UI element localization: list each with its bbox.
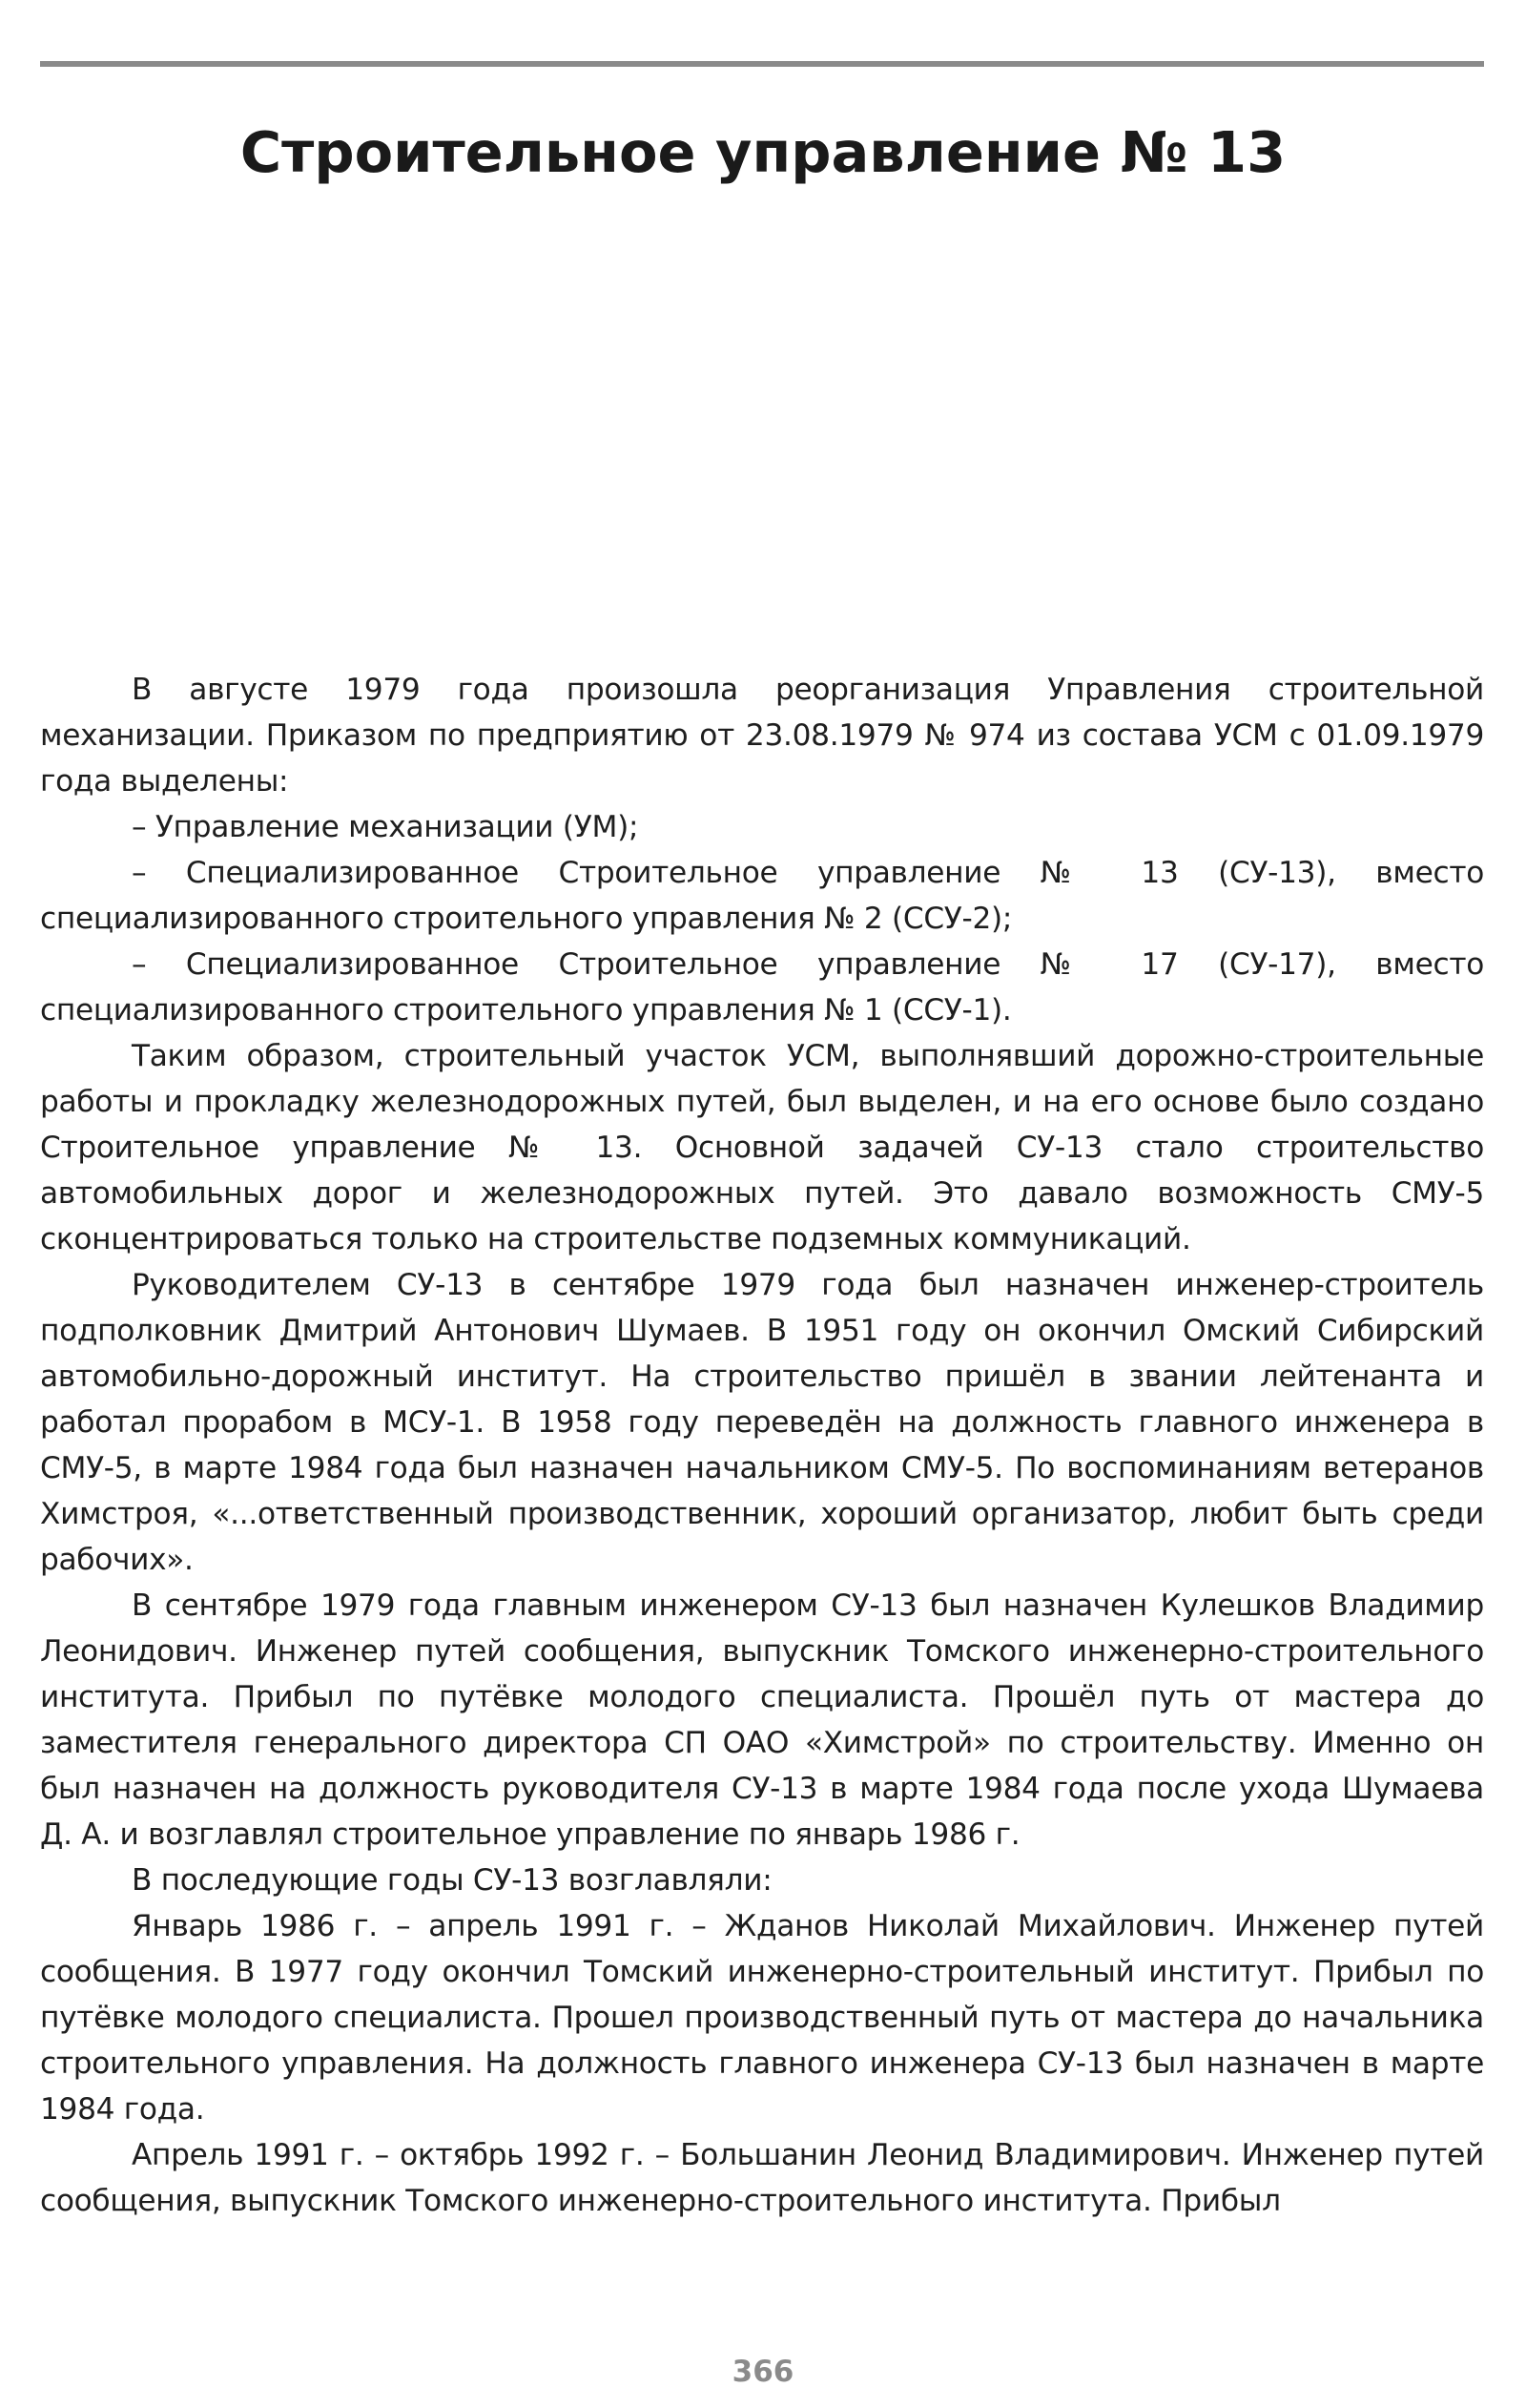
list-item: – Специализированное Строительное управление № 13 (СУ-13), вместо специализированного строительного управления № 2 (ССУ-2); bbox=[40, 856, 1484, 936]
page-title: Строительное управление № 13 bbox=[239, 119, 1287, 185]
paragraph: В августе 1979 года произошла реорганизация Управления строительной механизации. Приказом по предприятию от 23.08.1979 № 974 из состава УСМ с 01.09.1979 года выделены: bbox=[40, 673, 1484, 799]
list-item: – Специализированное Строительное управление № 17 (СУ-17), вместо специализированного строительного управления № 1 (ССУ-1). bbox=[40, 947, 1484, 1028]
paragraph: Руководителем СУ-13 в сентябре 1979 года был назначен инженер-строитель подполковник Дмитрий Антонович Шумаев. В 1951 году он окончил Омский Сибирский автомобильно-дорожный институт. На строительство пришёл в звании лейтенанта и работал прорабом в МСУ-1. В 1958 году переведён на должность главного инженера в СМУ-5, в марте 1984 года был назначен начальником СМУ-5. По воспоминаниям ветеранов Химстроя, «...ответственный производственник, хороший организатор, любит быть среди рабочих». bbox=[40, 1268, 1484, 1577]
page-number: 366 bbox=[732, 2355, 794, 2389]
article-body bbox=[40, 667, 1484, 2224]
paragraph: Январь 1986 г. – апрель 1991 г. – Жданов Николай Михайлович. Инженер путей сообщения. В 1977 году окончил Томский инженерно-строительный институт. Прибыл по путёвке молодого специалиста. Прошел производственный путь от мастера до начальника строительного управления. На должность главного инженера СУ-13 был назначен в марте 1984 года. bbox=[40, 1909, 1484, 2127]
paragraph: В сентябре 1979 года главным инженером СУ-13 был назначен Кулешков Владимир Леонидович. Инженер путей сообщения, выпускник Томского инженерно-строительного института. Прибыл по путёвке молодого специалиста. Прошёл путь от мастера до заместителя генерального директора СП ОАО «Химстрой» по строительству. Именно он был назначен на должность руководителя СУ-13 в марте 1984 года после ухода Шумаева Д. А. и возглавлял строительное управление по январь 1986 г. bbox=[40, 1588, 1484, 1852]
paragraph: В последующие годы СУ-13 возглавляли: bbox=[132, 1863, 773, 1898]
top-divider-rule bbox=[40, 61, 1484, 67]
paragraph: Апрель 1991 г. – октябрь 1992 г. – Большанин Леонид Владимирович. Инженер путей сообщения, выпускник Томского инженерно-строительного института. Прибыл bbox=[40, 2138, 1484, 2218]
paragraph: Таким образом, строительный участок УСМ, выполнявший дорожно-строительные работы и прокладку железнодорожных путей, был выделен, и на его основе было создано Строительное управление № 13. Основной задачей СУ-13 стало строительство автомобильных дорог и железнодорожных путей. Это давало возможность СМУ-5 сконцентрироваться только на строительстве подземных коммуникаций. bbox=[40, 1039, 1484, 1256]
list-item: – Управление механизации (УМ); bbox=[132, 810, 639, 844]
